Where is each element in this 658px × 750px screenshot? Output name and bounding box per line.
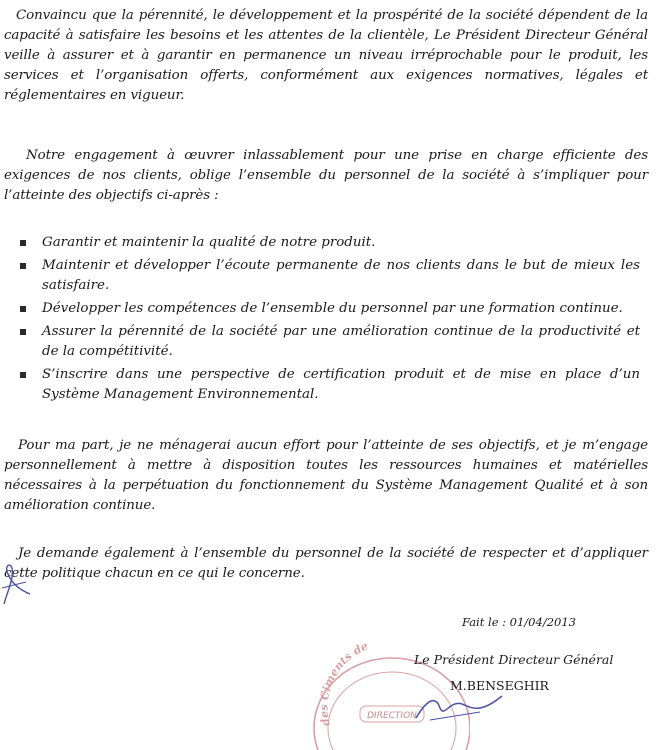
stamp-center-text: DIRECTION xyxy=(367,711,417,721)
intro-paragraph-2: Notre engagement à œuvrer inlassablement pour une prise en charge efficiente des exigences de nos clients, oblige l’ensemble du personnel de la société à s’impliquer pour l’atteinte des objectifs ci-après : xyxy=(4,148,648,203)
date-line: Fait le : 01/04/2013 xyxy=(462,615,576,629)
objective-text: Garantir et maintenir la qualité de notre produit. xyxy=(42,235,376,250)
closing-paragraph-2: Je demande également à l’ensemble du personnel de la société de respecter et d’appliquer cette politique chacun en ce qui le concerne. xyxy=(4,546,648,581)
objective-text: Maintenir et développer l’écoute permanente de nos clients dans le but de mieux les satisfaire. xyxy=(42,258,640,293)
list-item xyxy=(20,233,640,253)
handwritten-signature-icon xyxy=(410,690,510,724)
closing-paragraph-1: Pour ma part, je ne ménagerai aucun effort pour l’atteinte de ses objectifs, et je m’engage personnellement à mettre à disposition toutes les ressources humaines et matérielles nécessaires à la perpétuation du fonctionnement du Système Management Qualité et à son amélioration continue. xyxy=(4,438,648,513)
list-item xyxy=(20,256,640,296)
signatory-name: M.BENSEGHIR xyxy=(450,678,549,693)
margin-signature-icon xyxy=(0,560,40,610)
square-bullet-icon xyxy=(20,306,26,312)
signatory-title: Le Président Directeur Général xyxy=(414,652,614,667)
square-bullet-icon xyxy=(20,329,26,335)
square-bullet-icon xyxy=(20,372,26,378)
square-bullet-icon xyxy=(20,263,26,269)
objectives-list xyxy=(20,233,640,408)
svg-text:des Ciments de xyxy=(317,639,370,727)
objective-text: Développer les compétences de l’ensemble du personnel par une formation continue. xyxy=(42,301,623,316)
list-item xyxy=(20,365,640,405)
objective-text: Assurer la pérennité de la société par une amélioration continue de la productivité et de la compétitivité. xyxy=(42,324,640,359)
intro-paragraph-1: Convaincu que la pérennité, le développement et la prospérité de la société dépendent de la capacité à satisfaire les besoins et les attentes de la clientèle, Le Président Directeur Général veille à assurer et à garantir en permanence un niveau irréprochable pour le produit, les services et l’organisation offerts, conformément aux exigences normatives, légales et réglementaires en vigueur. xyxy=(4,8,648,103)
stamp-arc-text: des Ciments de xyxy=(317,639,371,728)
objective-text: S’inscrire dans une perspective de certification produit et de mise en place d’un Système Management Environnemental. xyxy=(42,367,640,402)
list-item xyxy=(20,322,640,362)
list-item xyxy=(20,299,640,319)
square-bullet-icon xyxy=(20,240,26,246)
